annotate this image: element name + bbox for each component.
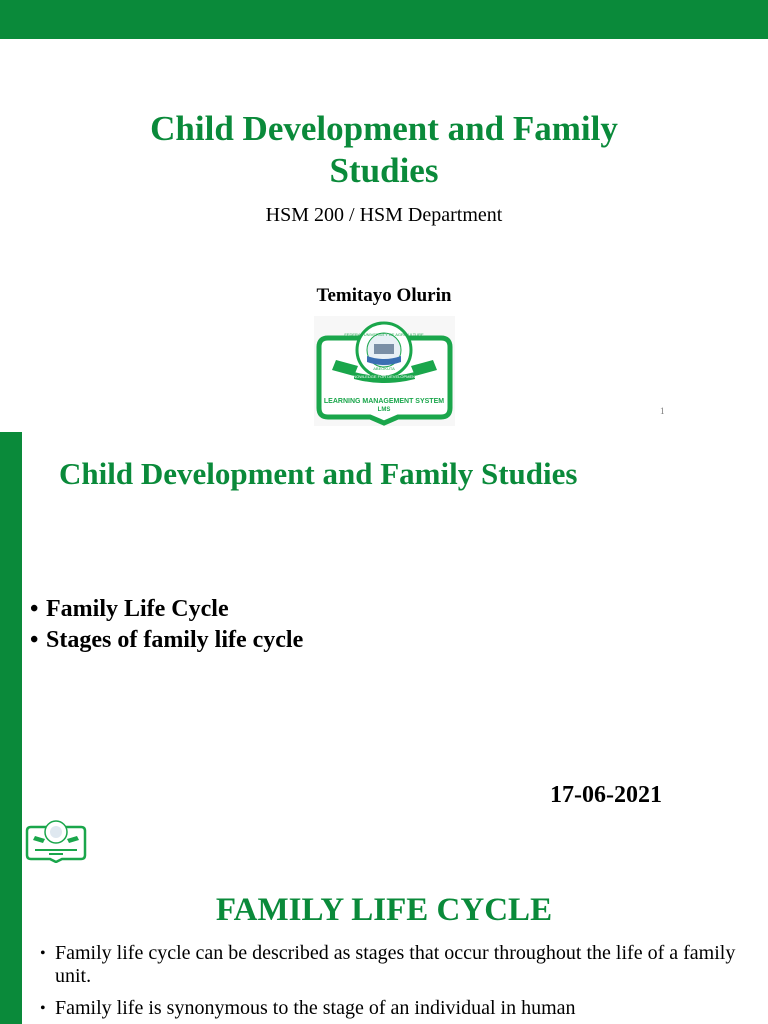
title-slide bbox=[0, 0, 768, 432]
course-title-line1: Child Development and Family bbox=[150, 109, 618, 148]
logo-lms-line1: LEARNING MANAGEMENT SYSTEM bbox=[323, 398, 445, 405]
list-item-text: Family Life Cycle bbox=[46, 596, 229, 622]
bullet-icon: • bbox=[40, 945, 46, 962]
list-item bbox=[40, 997, 755, 1020]
slide-date: 17-06-2021 bbox=[550, 782, 662, 808]
bullet-icon: • bbox=[30, 596, 39, 622]
list-item-text: Family life is synonymous to the stage of an individual in human bbox=[55, 997, 576, 1019]
list-item bbox=[30, 625, 303, 656]
university-lms-logo bbox=[314, 316, 455, 426]
logo-top-text: FEDERAL UNIVERSITY OF AGRICULTURE bbox=[344, 332, 424, 337]
list-item bbox=[30, 594, 303, 625]
slide-title: Child Development and Family Studies bbox=[59, 456, 578, 491]
topic-list bbox=[30, 594, 303, 656]
course-title bbox=[0, 108, 768, 192]
list-item-text: Family life cycle can be described as stages that occur throughout the life of a family unit. bbox=[55, 942, 736, 987]
logo-banner-text: ABEOKUTA bbox=[373, 366, 395, 371]
agenda-slide bbox=[0, 432, 768, 866]
content-bullets bbox=[40, 942, 755, 1024]
content-slide bbox=[0, 866, 768, 1024]
course-subtitle: HSM 200 / HSM Department bbox=[265, 204, 503, 226]
top-green-bar bbox=[0, 0, 768, 39]
page-number: 1 bbox=[660, 406, 665, 416]
bullet-icon: • bbox=[30, 627, 39, 653]
left-green-bar bbox=[0, 866, 22, 1024]
list-item bbox=[40, 942, 755, 988]
logo-motto: KNOWLEDGE FOR DEVELOPMENT bbox=[350, 374, 418, 379]
left-green-bar bbox=[0, 432, 22, 866]
course-title-line2: Studies bbox=[329, 151, 439, 190]
list-item-text: Stages of family life cycle bbox=[46, 627, 304, 653]
section-title: FAMILY LIFE CYCLE bbox=[215, 892, 553, 928]
bullet-icon: • bbox=[40, 1000, 46, 1017]
lms-logo-small bbox=[25, 817, 87, 863]
logo-lms-line2: LMS bbox=[377, 407, 391, 413]
author-name: Temitayo Olurin bbox=[316, 285, 452, 306]
